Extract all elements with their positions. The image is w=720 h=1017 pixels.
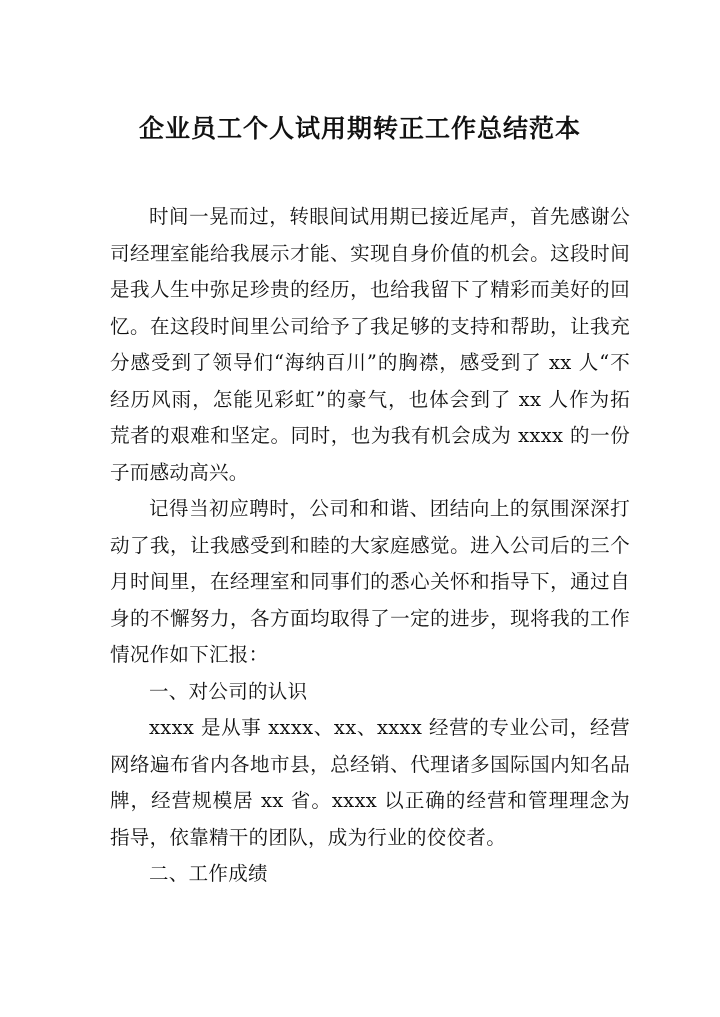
paragraph-intro: 时间一晃而过，转眼间试用期已接近尾声，首先感谢公司经理室能给我展示才能、实现自身价值的机会。这段时间是我人生中弥足珍贵的经历，也给我留下了精彩而美好的回忆。在这段时间里公司给予了我足够的支持和帮助，让我充分感受到了领导们“海纳百川”的胸襟，感受到了 xx 人“不经历风雨，怎能见彩虹”的豪气，也体会到了 xx 人作为拓荒者的艰难和坚定。同时，也为我有机会成为 xxxx 的一份子而感动高兴。 [110,205,630,484]
section-heading-company: 一、对公司的认识 [149,679,308,703]
paragraph-company: xxxx 是从事 xxxx、xx、xxxx 经营的专业公司，经营网络遍布省内各地市县，总经销、代理诸多国际国内知名品牌，经营规模居 xx 省。xxxx 以正确的经营和管理理念为指导，依靠精干的团队，成为行业的佼佼者。 [110,716,630,849]
section-heading-achievements: 二、工作成绩 [149,862,268,885]
paragraph-recruitment: 记得当初应聘时，公司和和谐、团结向上的氛围深深打动了我，让我感受到和睦的大家庭感觉。进入公司后的三个月时间里，在经理室和同事们的悉心关怀和指导下，通过自身的不懈努力，各方面均取得了一定的进步，现将我的工作情况作如下汇报： [110,497,630,666]
document-title: 企业员工个人试用期转正工作总结范本 [138,114,581,143]
document-body [110,199,630,893]
